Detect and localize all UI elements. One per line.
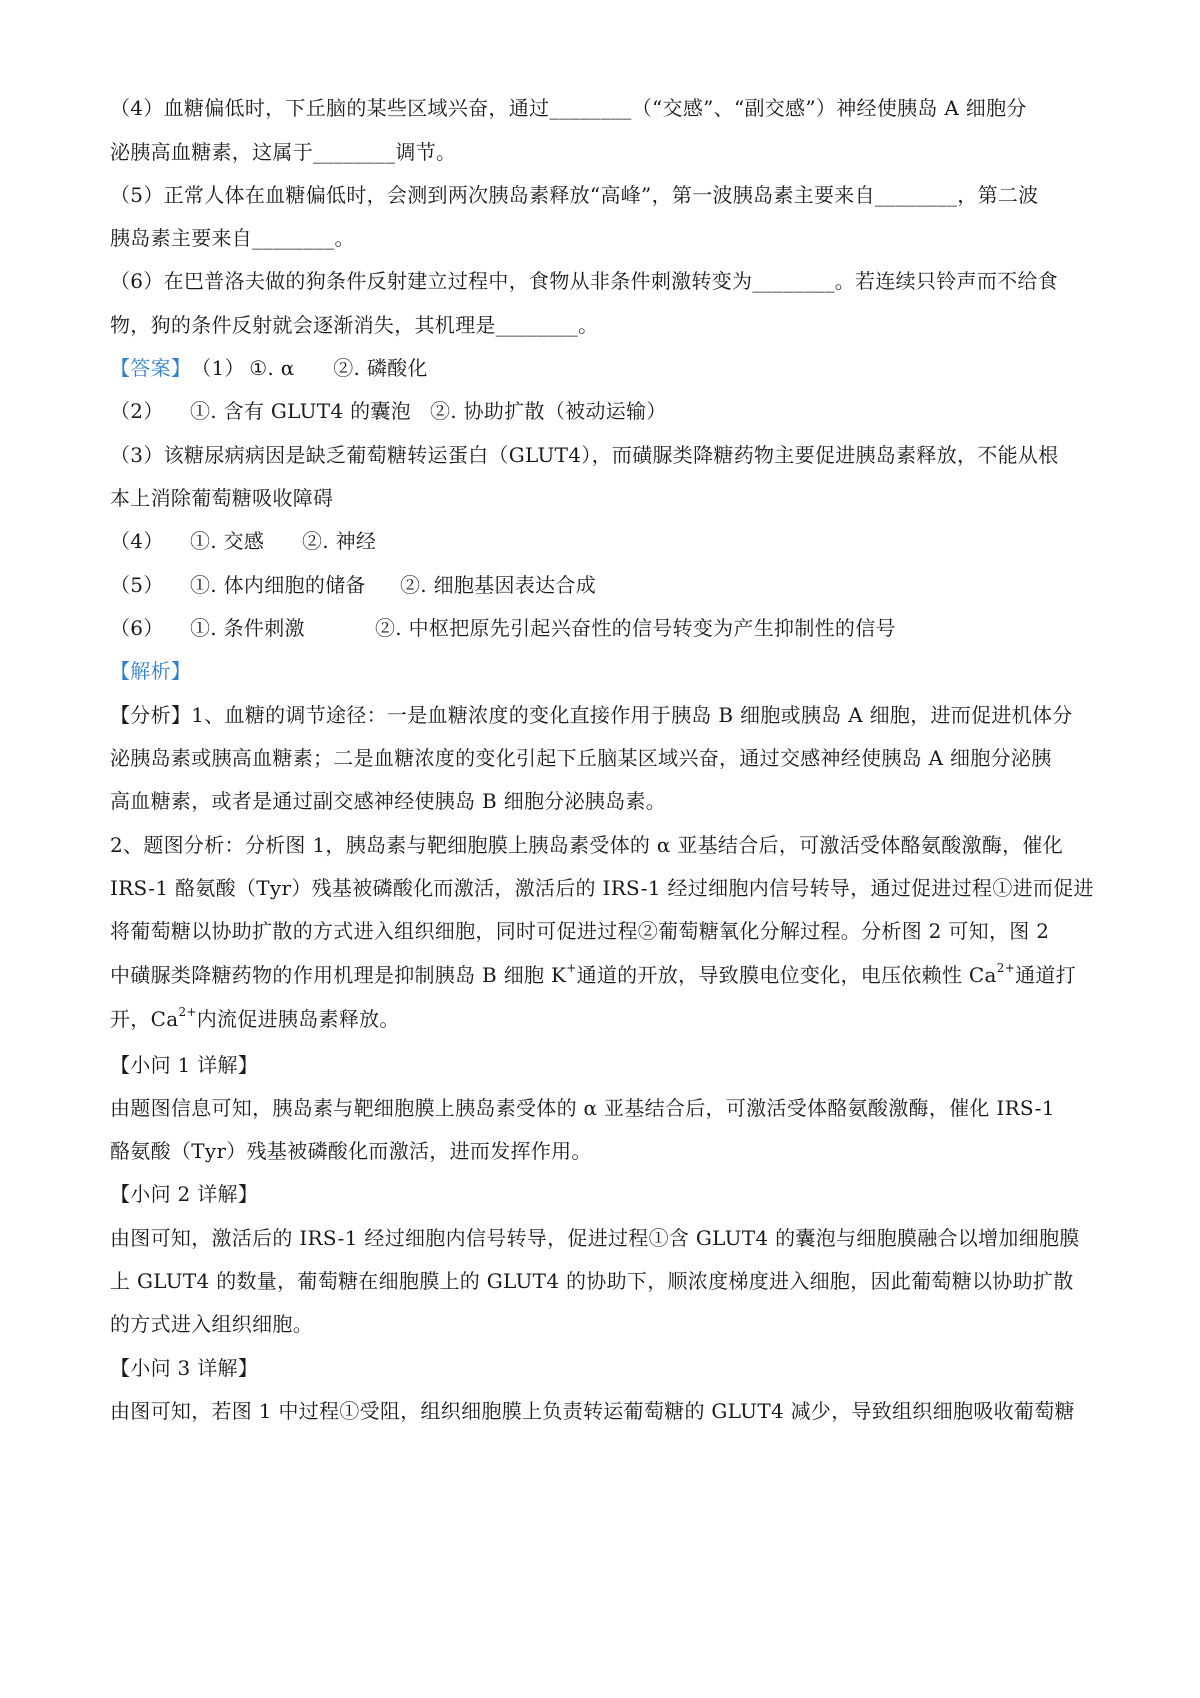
answer-6-part-2: ②. 中枢把原先引起兴奋性的信号转变为产生抑制性的信号 (375, 616, 896, 640)
analysis-label: 【解析】 (110, 659, 192, 683)
analysis-p2-line-4-a: 中磺脲类降糖药物的作用机理是抑制胰岛 B 细胞 K (110, 963, 567, 987)
answer-6-part-1: ①. 条件刺激 (190, 616, 305, 640)
answer-1-number: （1） (191, 356, 245, 380)
answer-6-number: （6） (110, 616, 164, 640)
detail-2-line-3: 的方式进入组织细胞。 (110, 1312, 313, 1336)
question-5-line-2: 胰岛素主要来自________。 (110, 226, 355, 250)
analysis-p1-line-1: 【分析】1、血糖的调节途径：一是血糖浓度的变化直接作用于胰岛 B 细胞或胰岛 A 细胞，进而促进机体分 (110, 703, 1073, 727)
analysis-p1-line-3: 高血糖素，或者是通过副交感神经使胰岛 B 细胞分泌胰岛素。 (110, 789, 667, 813)
answer-5-number: （5） (110, 573, 164, 597)
answer-label: 【答案】 (110, 356, 192, 380)
question-5-line-1: （5）正常人体在血糖偏低时，会测到两次胰岛素释放“高峰”，第一波胰岛素主要来自________，第二波 (110, 183, 1039, 207)
analysis-p2-line-2: IRS-1 酪氨酸（Tyr）残基被磷酸化而激活，激活后的 IRS-1 经过细胞内信号转导，通过促进过程①进而促进 (110, 876, 1094, 900)
answer-3-line-2: 本上消除葡萄糖吸收障碍 (110, 486, 334, 510)
calcium-charge: 2+ (996, 961, 1016, 976)
detail-3-line-1: 由图可知，若图 1 中过程①受阻，组织细胞膜上负责转运葡萄糖的 GLUT4 减少，导致组织细胞吸收葡萄糖 (110, 1399, 1075, 1423)
analysis-p2-line-1: 2、题图分析：分析图 1，胰岛素与靶细胞膜上胰岛素受体的 α 亚基结合后，可激活受体酪氨酸激酶，催化 (110, 833, 1064, 857)
answer-2-part-2: ②. 协助扩散（被动运输） (430, 399, 667, 423)
answer-2-row (110, 397, 1100, 425)
analysis-p1-line-2: 泌胰岛素或胰高血糖素；二是血糖浓度的变化引起下丘脑某区域兴奋，通过交感神经使胰岛 A 细胞分泌胰 (110, 746, 1052, 770)
answer-1-part-1: ①. α (249, 356, 295, 380)
answer-5-part-1: ①. 体内细胞的储备 (190, 573, 366, 597)
analysis-p2-line-5 (110, 1005, 1100, 1033)
question-4-line-1: （4）血糖偏低时，下丘脑的某些区域兴奋，通过________（“交感”、“副交感”）神经使胰岛 A 细胞分 (110, 96, 1027, 120)
analysis-p2-line-5-a: 开，Ca (110, 1007, 179, 1031)
answer-4-part-1: ①. 交感 (190, 529, 265, 553)
answer-4-row (110, 527, 1100, 555)
answer-2-number: （2） (110, 399, 164, 423)
analysis-p2-line-4-b: 通道的开放，导致膜电位变化，电压依赖性 Ca (576, 963, 997, 987)
answer-5-row (110, 571, 1100, 599)
detail-1-line-2: 酪氨酸（Tyr）残基被磷酸化而激活，进而发挥作用。 (110, 1139, 592, 1163)
analysis-p2-line-4 (110, 961, 1100, 989)
question-6-line-2: 物，狗的条件反射就会逐渐消失，其机理是________。 (110, 313, 599, 337)
answer-4-part-2: ②. 神经 (302, 529, 377, 553)
analysis-p2-line-5-b: 内流促进胰岛素释放。 (196, 1007, 400, 1031)
calcium-charge: 2+ (178, 1005, 197, 1020)
question-4-line-2: 泌胰高血糖素，这属于________调节。 (110, 140, 457, 164)
potassium-charge: + (566, 961, 577, 976)
answer-1-row (110, 354, 1100, 382)
question-6-line-1: （6）在巴普洛夫做的狗条件反射建立过程中，食物从非条件刺激转变为________。若连续只铃声而不给食 (110, 269, 1059, 293)
detail-2-title: 【小问 2 详解】 (110, 1182, 259, 1206)
detail-2-line-1: 由图可知，激活后的 IRS-1 经过细胞内信号转导，促进过程①含 GLUT4 的囊泡与细胞膜融合以增加细胞膜 (110, 1226, 1080, 1250)
answer-5-part-2: ②. 细胞基因表达合成 (400, 573, 597, 597)
analysis-p2-line-4-c: 通道打 (1015, 963, 1076, 987)
detail-1-title: 【小问 1 详解】 (110, 1053, 259, 1077)
analysis-p2-line-3: 将葡萄糖以协助扩散的方式进入组织细胞，同时可促进过程②葡萄糖氧化分解过程。分析图 2 可知，图 2 (110, 919, 1050, 943)
answer-6-row (110, 614, 1100, 642)
detail-1-line-1: 由题图信息可知，胰岛素与靶细胞膜上胰岛素受体的 α 亚基结合后，可激活受体酪氨酸激酶，催化 IRS-1 (110, 1096, 1055, 1120)
answer-4-number: （4） (110, 529, 164, 553)
answer-1-part-2: ②. 磷酸化 (333, 356, 428, 380)
detail-2-line-2: 上 GLUT4 的数量，葡萄糖在细胞膜上的 GLUT4 的协助下，顺浓度梯度进入细胞，因此葡萄糖以协助扩散 (110, 1269, 1074, 1293)
answer-3-line-1: （3）该糖尿病病因是缺乏葡萄糖转运蛋白（GLUT4），而磺脲类降糖药物主要促进胰岛素释放，不能从根 (110, 443, 1059, 467)
detail-3-title: 【小问 3 详解】 (110, 1356, 259, 1380)
answer-2-part-1: ①. 含有 GLUT4 的囊泡 (190, 399, 412, 423)
